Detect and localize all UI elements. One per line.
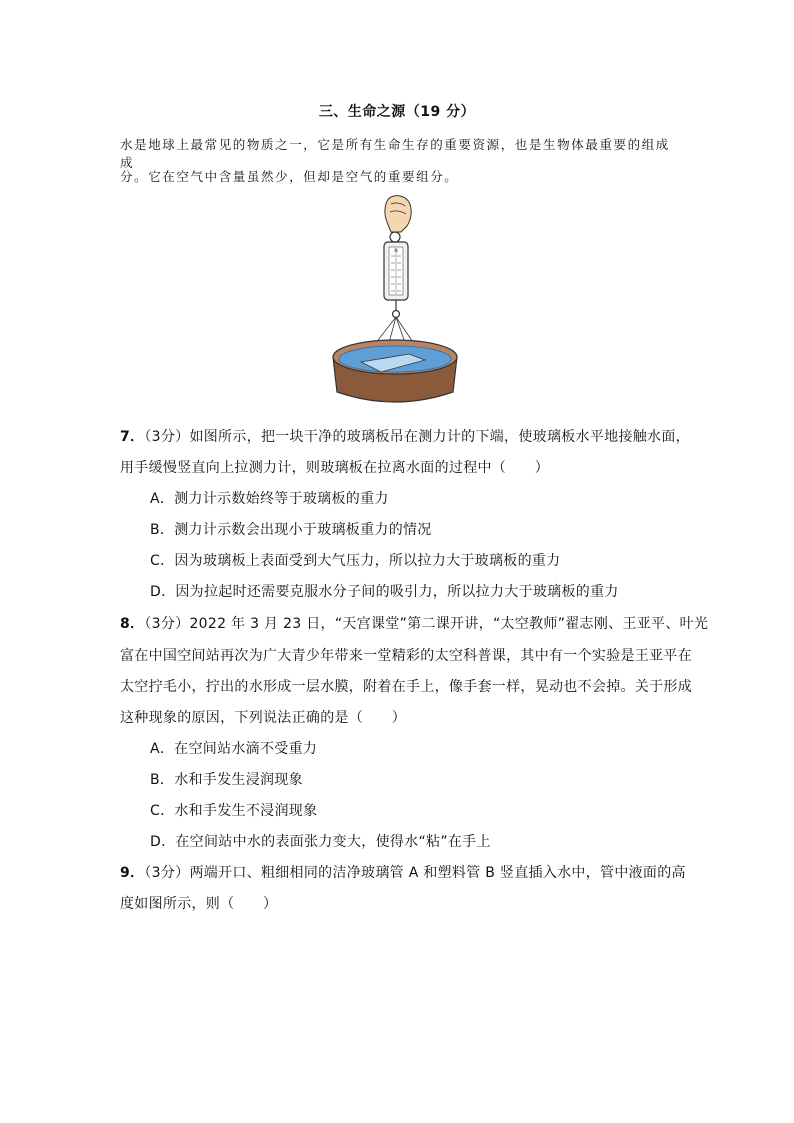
question-8-option-c[interactable]: C．水和手发生不浸润现象 xyxy=(150,803,318,819)
hand-icon xyxy=(385,196,411,232)
question-number: 9． xyxy=(120,865,145,881)
question-text: （3分）2022 年 3 月 23 日，“天宫课堂”第二课开讲，“太空教师”翟志刚、王亚平、叶光 xyxy=(144,616,709,632)
question-8-line-3: 太空拧毛小，拧出的水形成一层水膜，附着在手上，像手套一样，晃动也不会掉。关于形成 xyxy=(120,679,692,695)
question-9-line-1 xyxy=(120,862,686,882)
question-8-line-4: 这种现象的原因，下列说法正确的是（ ） xyxy=(120,710,406,726)
question-7-option-c[interactable]: C．因为玻璃板上表面受到大气压力，所以拉力大于玻璃板的重力 xyxy=(150,553,561,569)
question-8-option-d[interactable]: D．在空间站中水的表面张力变大，使得水“粘”在手上 xyxy=(150,834,491,850)
question-number: 8． xyxy=(120,616,145,632)
question-7-option-d[interactable]: D．因为拉起时还需要克服水分子间的吸引力，所以拉力大于玻璃板的重力 xyxy=(150,584,619,600)
intro-paragraph-line-1: 水是地球上最常见的物质之一，它是所有生命生存的重要资源，也是生物体最重要的组成成 xyxy=(120,137,670,170)
question-8-option-b[interactable]: B．水和手发生浸润现象 xyxy=(150,772,303,788)
section-title: 三、生命之源（19 分） xyxy=(318,104,476,120)
question-7-line-1 xyxy=(120,426,690,446)
question-number: 7． xyxy=(120,429,145,445)
spring-scale-glass-plate-figure xyxy=(325,192,465,407)
intro-paragraph-line-2: 分。它在空气中含量虽然少，但却是空气的重要组分。 xyxy=(120,169,459,184)
question-7-option-a[interactable]: A．测力计示数始终等于玻璃板的重力 xyxy=(150,491,389,507)
question-text: （3分）如图所示，把一块干净的玻璃板吊在测力计的下端，使玻璃板水平地接触水面， xyxy=(144,429,690,445)
question-7-option-b[interactable]: B．测力计示数会出现小于玻璃板重力的情况 xyxy=(150,522,432,538)
question-8-line-1 xyxy=(120,613,709,633)
question-8-option-a[interactable]: A．在空间站水滴不受重力 xyxy=(150,741,318,757)
question-7-line-2: 用手缓慢竖直向上拉测力计，则玻璃板在拉离水面的过程中（ ） xyxy=(120,460,549,476)
question-9-line-2: 度如图所示，则（ ） xyxy=(120,896,278,912)
scale-top-label: N xyxy=(394,249,398,254)
question-text: （3分）两端开口、粗细相同的洁净玻璃管 A 和塑料管 B 竖直插入水中，管中液面的高 xyxy=(144,865,686,881)
question-8-line-2: 富在中国空间站再次为广大青少年带来一堂精彩的太空科普课，其中有一个实验是王亚平在 xyxy=(120,648,692,664)
